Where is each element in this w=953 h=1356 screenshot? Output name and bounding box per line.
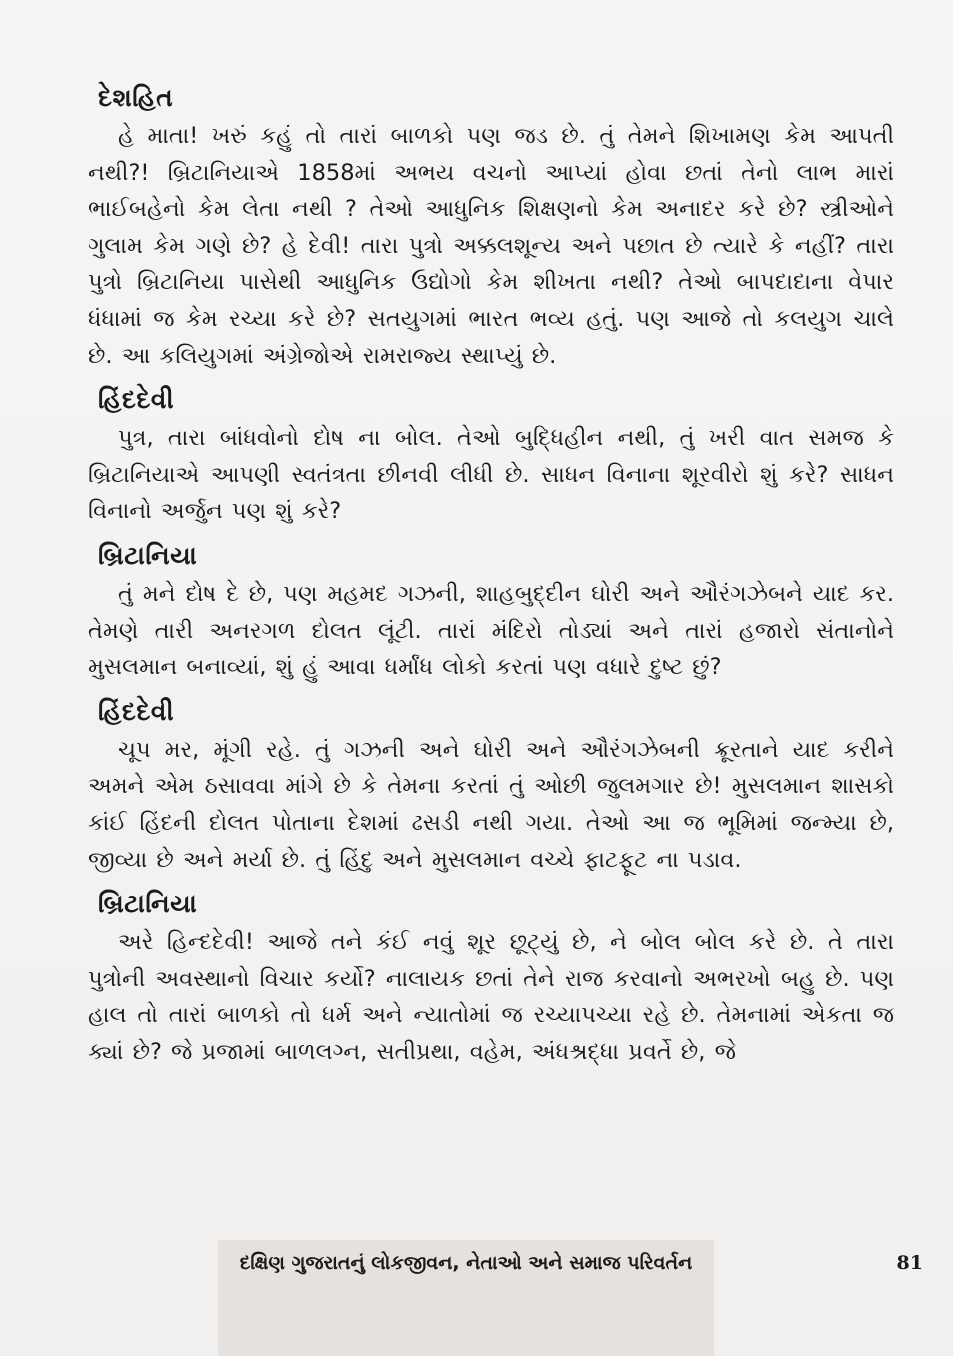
- dialogue-paragraph: અરે હિન્દદેવી! આજે તને કંઈ નવું શૂર છૂટ્યું છે, ને બોલ બોલ કરે છે. તે તારા પુત્રોની અવસ્થાનો વિચાર કર્યો? નાલાયક છતાં તેને રાજ કરવાનો અભરખો બહુ છે. પણ હાલ તો તારાં બાળકો તો ધર્મ અને ન્યાતોમાં જ રચ્યાપચ્યા રહે છે. તેમનામાં એકતા જ ક્યાં છે? જે પ્રજામાં બાળલગ્ન, સતીપ્રથા, વહેમ, અંધશ્રદ્ધા પ્રવર્તે છે, જે: [88, 929, 894, 1065]
- speaker-heading: બ્રિટાનિયા: [98, 889, 198, 919]
- speaker-heading: હિંદદેવી: [98, 696, 175, 726]
- speaker-heading: દેશહિત: [98, 83, 174, 112]
- dialogue-paragraph: પુત્ર, તારા બાંધવોનો દોષ ના બોલ. તેઓ બુદ્ધિહીન નથી, તું ખરી વાત સમજ કે બ્રિટાનિયાએ આપણી સ્વતંત્રતા છીનવી લીધી છે. સાધન વિનાના શૂરવીરો શું કરે? સાધન વિનાનો અર્જુન પણ શું કરે?: [88, 425, 894, 525]
- dialogue-paragraph: હે માતા! ખરું કહું તો તારાં બાળકો પણ જડ છે. તું તેમને શિખામણ કેમ આપતી નથી?! બ્રિટાનિયાએ 1858માં અભય વચનો આપ્યાં હોવા છતાં તેનો લાભ મારાં ભાઈબહેનો કેમ લેતા નથી ? તેઓ આધુનિક શિક્ષણનો કેમ અનાદર કરે છે? સ્ત્રીઓને ગુલામ કેમ ગણે છે? હે દેવી! તારા પુત્રો અક્કલશૂન્ય અને પછાત છે ત્યારે કે નહીં? તારા પુત્રો બ્રિટાનિયા પાસેથી આધુનિક ઉદ્યોગો કેમ શીખતા નથી? તેઓ બાપદાદાના વેપાર ધંધામાં જ કેમ રચ્યા કરે છે? સતયુગમાં ભારત ભવ્ય હતું. પણ આજે તો કલયુગ ચાલે છે. આ કલિયુગમાં અંગ્રેજોએ રામરાજ્ય સ્થાપ્યું છે.: [88, 123, 894, 369]
- page-body: [88, 78, 894, 1076]
- speaker-heading: બ્રિટાનિયા: [98, 540, 198, 570]
- dialogue-paragraph: ચૂપ મર, મૂંગી રહે. તું ગઝની અને ઘોરી અને ઔરંગઝેબની ક્રૂરતાને યાદ કરીને અમને એમ ઠસાવવા માંગે છે કે તેમના કરતાં તું ઓછી જુલમગાર છે! મુસલમાન શાસકો કાંઈ હિંદની દોલત પોતાના દેશમાં ઢસડી નથી ગયા. તેઓ આ જ ભૂમિમાં જન્મ્યા છે, જીવ્યા છે અને મર્યા છે. તું હિંદુ અને મુસલમાન વચ્ચે ફાટફૂટ ના પડાવ.: [88, 736, 894, 873]
- speaker-heading: હિંદદેવી: [98, 385, 175, 415]
- dialogue-paragraph: તું મને દોષ દે છે, પણ મહમદ ગઝની, શાહબુદ્દીન ઘોરી અને ઔરંગઝેબને યાદ કર. તેમણે તારી અનરગળ દોલત લૂંટી. તારાં મંદિરો તોડ્યાં અને તારાં હજારો સંતાનોને મુસલમાન બનાવ્યાં, શું હું આવા ધર્માંધ લોકો કરતાં પણ વધારે દુષ્ટ છું?: [88, 580, 894, 681]
- page-number: 81: [896, 1252, 923, 1274]
- footer-book-title: દક્ષિણ ગુજરાતનું લોકજીવન, નેતાઓ અને સમાજ પરિવર્તન: [239, 1252, 693, 1274]
